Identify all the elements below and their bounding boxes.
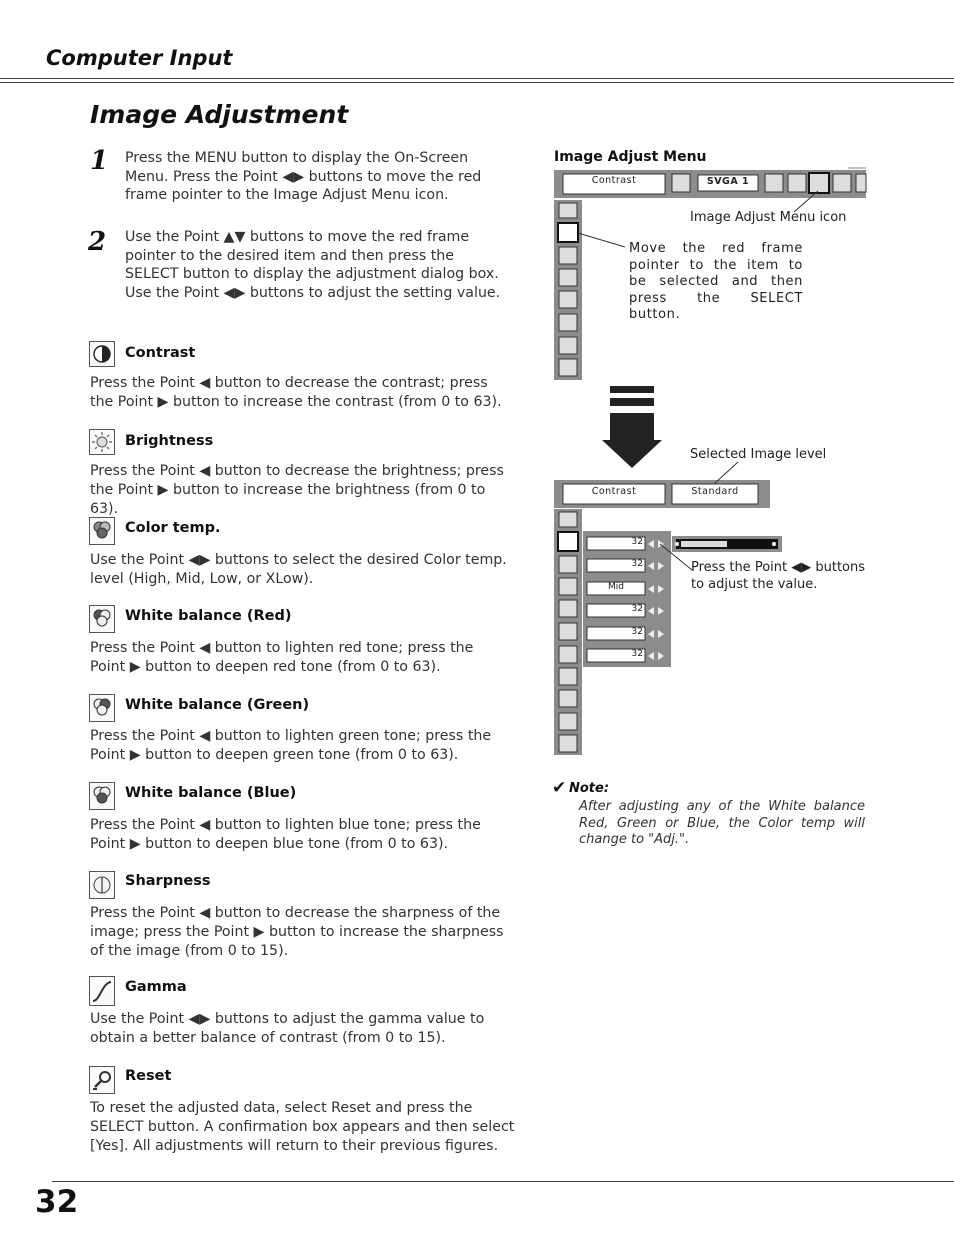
- item-title-color-temp: Color temp.: [125, 520, 221, 536]
- menu2-value-color-temp: Mid: [608, 582, 624, 592]
- callout-selected-image-level: Selected Image level: [690, 447, 827, 462]
- callout-image-adjust-menu-icon: Image Adjust Menu icon: [690, 210, 847, 225]
- page-heading: Image Adjustment: [90, 100, 349, 129]
- contrast-icon: [89, 341, 115, 367]
- item-text-sharpness: Press the Point ◀ button to decrease the sharpness of the image; press the Point ▶ button to increase the sharpness of the image (from 0 to 15).: [90, 905, 504, 959]
- figure-title: Image Adjust Menu: [554, 149, 707, 165]
- item-text-white-balance-red: Press the Point ◀ button to lighten red tone; press the Point ▶ button to deepen red tone (from 0 to 63).: [90, 640, 474, 675]
- header-rule-bottom: [0, 82, 954, 83]
- note-text: After adjusting any of the White balance Red, Green or Blue, the Color temp will change to "Adj.".: [579, 799, 865, 847]
- note-check-icon: ✔: [552, 778, 567, 798]
- sharpness-icon: [89, 871, 115, 899]
- white-balance-blue-icon: [89, 782, 115, 810]
- menu2-value-white-balance-blue: 32: [631, 649, 643, 659]
- white-balance-green-icon: [89, 694, 115, 722]
- step-number-2: 2: [88, 227, 107, 257]
- step-text-1: Press the MENU button to display the On-Screen Menu. Press the Point ◀▶ buttons to move the red frame pointer to the Image Adjust Menu icon.: [125, 150, 482, 203]
- item-title-gamma: Gamma: [125, 979, 187, 995]
- item-text-color-temp: Use the Point ◀▶ buttons to select the desired Color temp. level (High, Mid, Low, or XLow).: [90, 552, 507, 587]
- gamma-icon: [89, 976, 115, 1006]
- page-number: 32: [35, 1184, 79, 1220]
- callout-adjust-value: Press the Point ◀▶ buttons to adjust the value.: [691, 560, 866, 592]
- section-title: Computer Input: [46, 46, 233, 70]
- step-text-2: Use the Point ▲▼ buttons to move the red frame pointer to the desired item and then press the SELECT button to display the adjustment dialog box. Use the Point ◀▶ buttons to adjust the setting value.: [125, 229, 501, 301]
- menu1-contrast-box: Contrast: [591, 175, 637, 186]
- menu2-contrast-box: Contrast: [591, 486, 637, 497]
- brightness-icon: [89, 429, 115, 455]
- item-title-sharpness: Sharpness: [125, 873, 211, 889]
- item-text-reset: To reset the adjusted data, select Reset and press the SELECT button. A confirmation box appears and then select [Yes]. All adjustments will return to their previous figures.: [90, 1100, 515, 1154]
- item-title-reset: Reset: [125, 1068, 172, 1084]
- menu2-value-brightness: 32: [631, 559, 643, 569]
- step-number-1: 1: [90, 146, 109, 176]
- white-balance-red-icon: [89, 605, 115, 633]
- item-title-white-balance-green: White balance (Green): [125, 697, 310, 713]
- menu2-value-white-balance-green: 32: [631, 627, 643, 637]
- item-title-brightness: Brightness: [125, 433, 214, 449]
- note-heading: Note:: [569, 781, 610, 796]
- item-title-white-balance-red: White balance (Red): [125, 608, 292, 624]
- item-text-gamma: Use the Point ◀▶ buttons to adjust the gamma value to obtain a better balance of contrast (from 0 to 15).: [90, 1011, 485, 1046]
- item-text-white-balance-blue: Press the Point ◀ button to lighten blue tone; press the Point ▶ button to deepen blue tone (from 0 to 63).: [90, 817, 481, 852]
- menu2-value-white-balance-red: 32: [631, 604, 643, 614]
- item-title-white-balance-blue: White balance (Blue): [125, 785, 297, 801]
- menu2-value-contrast: 32: [631, 537, 643, 547]
- callout-move-pointer: Move the red frame pointer to the item to be selected and then press the SELECT button.: [629, 241, 803, 322]
- reset-icon: [89, 1066, 115, 1094]
- footer-rule: [52, 1181, 954, 1182]
- item-text-brightness: Press the Point ◀ button to decrease the brightness; press the Point ▶ button to increase the brightness (from 0 to 63).: [90, 463, 504, 517]
- menu1-source-box: SVGA 1: [706, 176, 750, 187]
- color-temp-icon: [89, 517, 115, 545]
- header-rule-top: [0, 78, 954, 79]
- item-text-contrast: Press the Point ◀ button to decrease the contrast; press the Point ▶ button to increase the contrast (from 0 to 63).: [90, 375, 502, 410]
- item-text-white-balance-green: Press the Point ◀ button to lighten green tone; press the Point ▶ button to deepen green tone (from 0 to 63).: [90, 728, 492, 763]
- item-title-contrast: Contrast: [125, 345, 196, 361]
- menu2-level-box: Standard: [691, 486, 739, 497]
